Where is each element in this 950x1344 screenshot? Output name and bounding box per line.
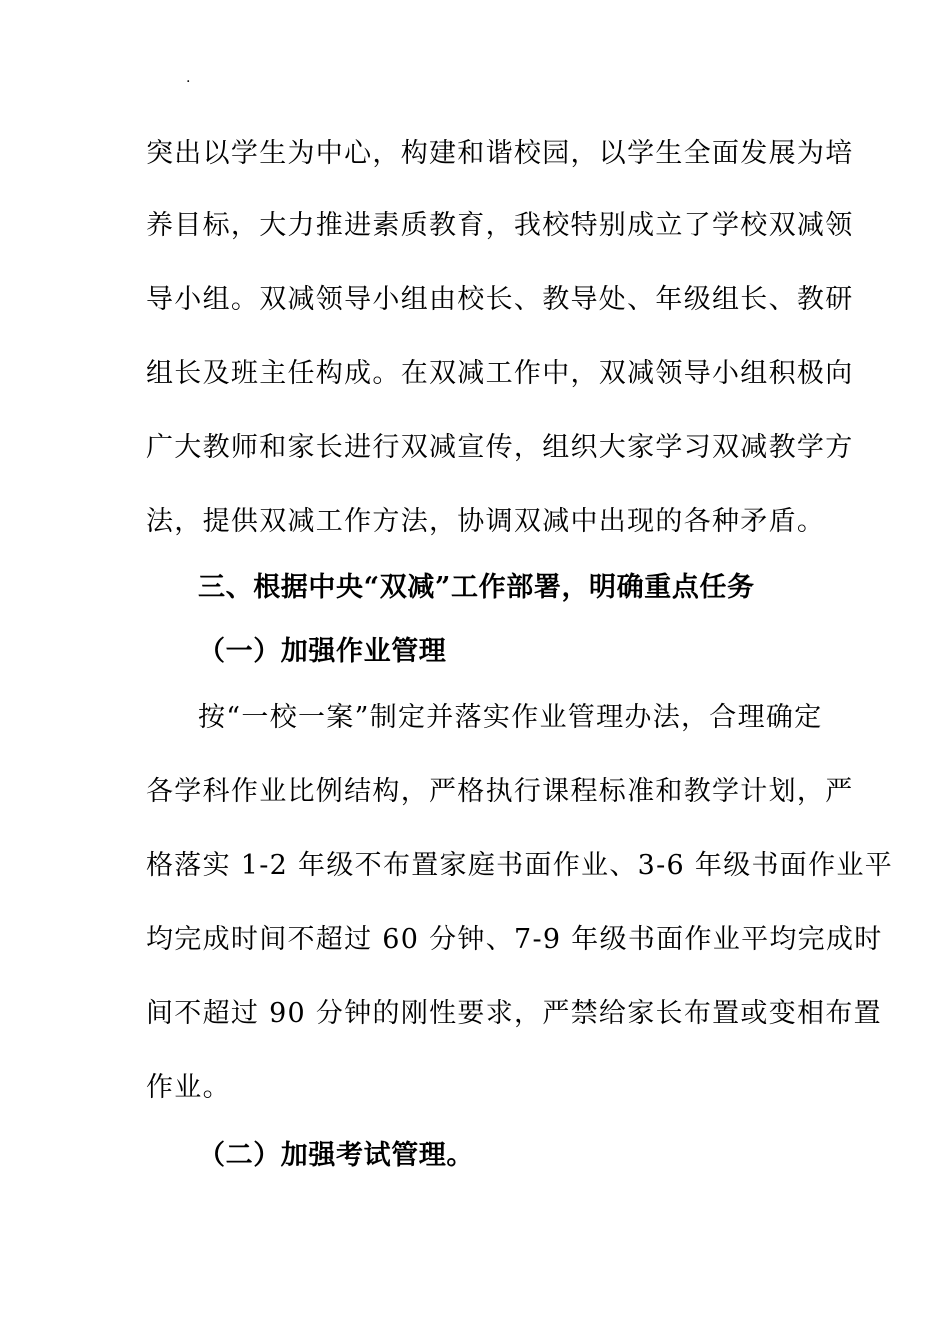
paragraph1-line: 组长及班主任构成。在双减工作中，双减领导小组积极向 [146, 358, 854, 389]
paragraph2-line: 作业。 [146, 1072, 231, 1103]
header-mark: . [186, 70, 191, 86]
paragraph1-line: 广大教师和家长进行双减宣传，组织大家学习双减教学方 [146, 432, 854, 463]
paragraph1-line: 导小组。双减领导小组由校长、教导处、年级组长、教研 [146, 284, 854, 315]
paragraph1-line: 突出以学生为中心，构建和谐校园，以学生全面发展为培 [146, 138, 854, 169]
section-title: 三、根据中央“双减”工作部署，明确重点任务 [198, 572, 755, 603]
subsection-title-homework: （一）加强作业管理 [198, 636, 447, 667]
paragraph2-line: 间不超过 90 分钟的刚性要求，严禁给家长布置或变相布置 [146, 998, 882, 1029]
paragraph2-line: 各学科作业比例结构，严格执行课程标准和教学计划，严 [146, 776, 854, 807]
paragraph2-line: 均完成时间不超过 60 分钟、7-9 年级书面作业平均完成时 [146, 924, 883, 955]
paragraph2-line: 按“一校一案”制定并落实作业管理办法，合理确定 [198, 702, 823, 733]
paragraph1-line: 法，提供双减工作方法，协调双减中出现的各种矛盾。 [146, 506, 826, 537]
subsection-title-exam: （二）加强考试管理。 [198, 1140, 474, 1171]
paragraph2-line: 格落实 1-2 年级不布置家庭书面作业、3-6 年级书面作业平 [146, 850, 894, 881]
paragraph1-line: 养目标，大力推进素质教育，我校特别成立了学校双减领 [146, 210, 854, 241]
